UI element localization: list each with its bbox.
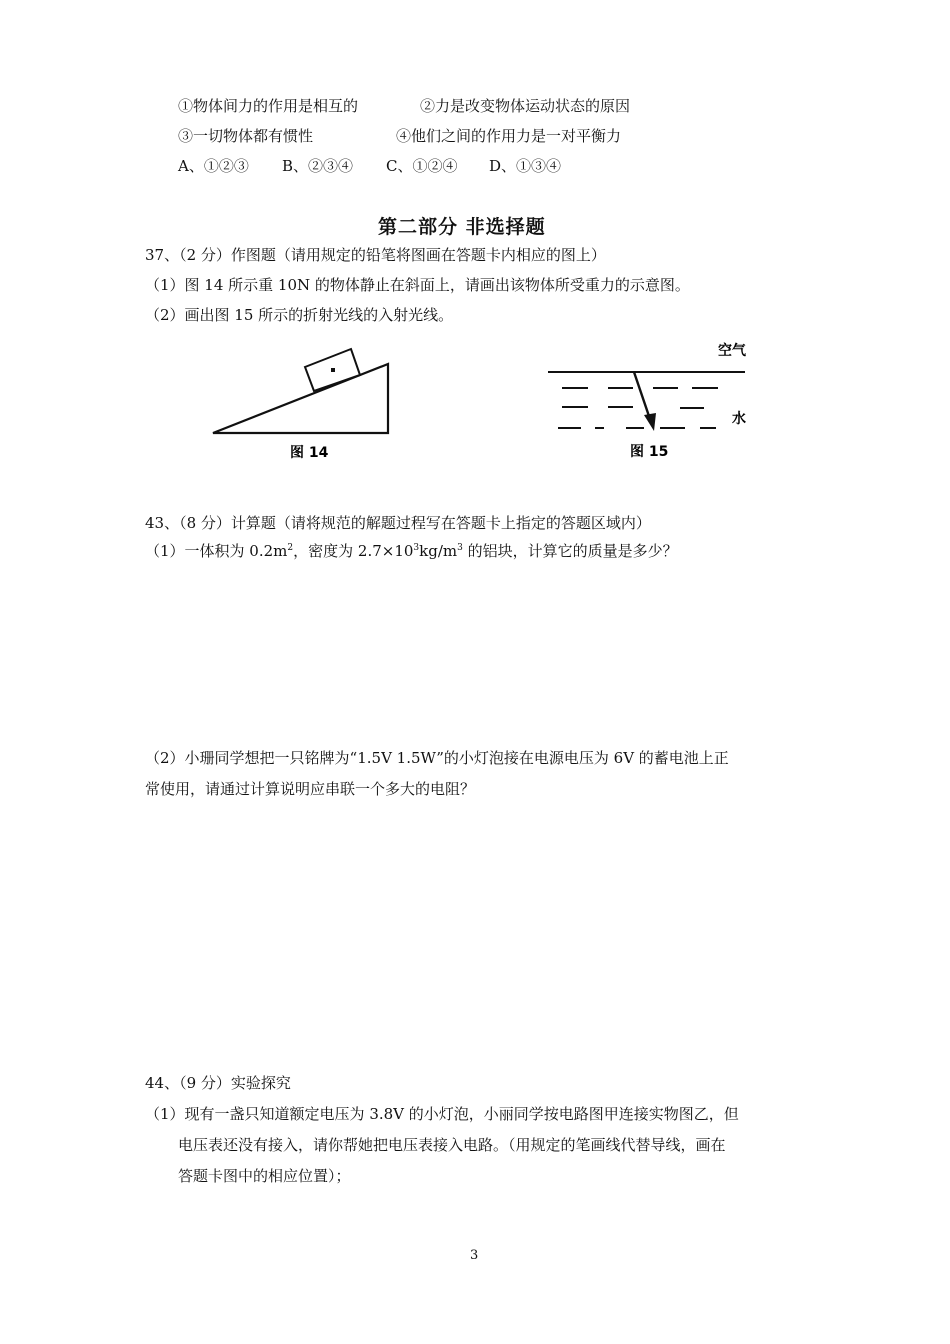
choice-b: B、②③④ (282, 157, 354, 175)
label-water: 水 (732, 411, 746, 427)
option-2: ②力是改变物体运动状态的原因 (420, 97, 631, 115)
choice-d: D、①③④ (489, 157, 562, 175)
q44-header: 44、（9 分）实验探究 (145, 1074, 291, 1092)
section-title: 第二部分 非选择题 (378, 216, 546, 238)
q43-part1: （1）一体积为 $0.2m^2$，密度为 $2.7\times 10^3kg/m^3$ 的铝块，计算它的质量是多少？ (145, 542, 678, 560)
choice-a: A、①②③ (178, 157, 249, 175)
q44-part1-line1: （1）现有一盏只知道额定电压为 3.8V 的小灯泡，小丽同学按电路图甲连接实物图乙，但 (145, 1105, 739, 1123)
option-4: ④他们之间的作用力是一对平衡力 (396, 127, 622, 145)
choice-c: C、①②④ (386, 157, 458, 175)
option-3: ③一切物体都有惯性 (178, 127, 314, 145)
figure-14 (205, 345, 405, 465)
ray-arrowhead (644, 413, 656, 431)
incline-slope (213, 364, 388, 433)
q37-header: 37、（2 分）作图题（请用规定的铅笔将图画在答题卡内相应的图上） (145, 246, 606, 264)
fig14-caption: 图 14 (290, 445, 329, 461)
center-of-mass-dot (331, 368, 335, 372)
fig15-caption: 图 15 (630, 444, 669, 460)
q37-part2: （2）画出图 15 所示的折射光线的入射光线。 (145, 306, 454, 324)
q43-header: 43、（8 分）计算题（请将规范的解题过程写在答题卡上指定的答题区域内） (145, 514, 651, 532)
refraction-diagram (540, 335, 760, 465)
figure-15 (540, 335, 760, 465)
q44-part1-line2: 电压表还没有接入，请你帮她把电压表接入电路。（用规定的笔画线代替导线，画在 (178, 1136, 726, 1154)
q44-part1-line3: 答题卡图中的相应位置）； (178, 1167, 351, 1185)
q43-part2-line2: 常使用，请通过计算说明应串联一个多大的电阻？ (145, 780, 476, 798)
page-number: 3 (470, 1248, 479, 1263)
q43-part2-line1: （2）小珊同学想把一只铭牌为“1.5V 1.5W”的小灯泡接在电源电压为 6V 的蓄电池上正 (145, 749, 729, 767)
q37-part1: （1）图 14 所示重 10N 的物体静止在斜面上，请画出该物体所受重力的示意图。 (145, 276, 690, 294)
label-air: 空气 (718, 343, 746, 359)
incline-diagram (205, 345, 405, 465)
water-hatching (558, 388, 718, 428)
option-1: ①物体间力的作用是相互的 (178, 97, 359, 115)
